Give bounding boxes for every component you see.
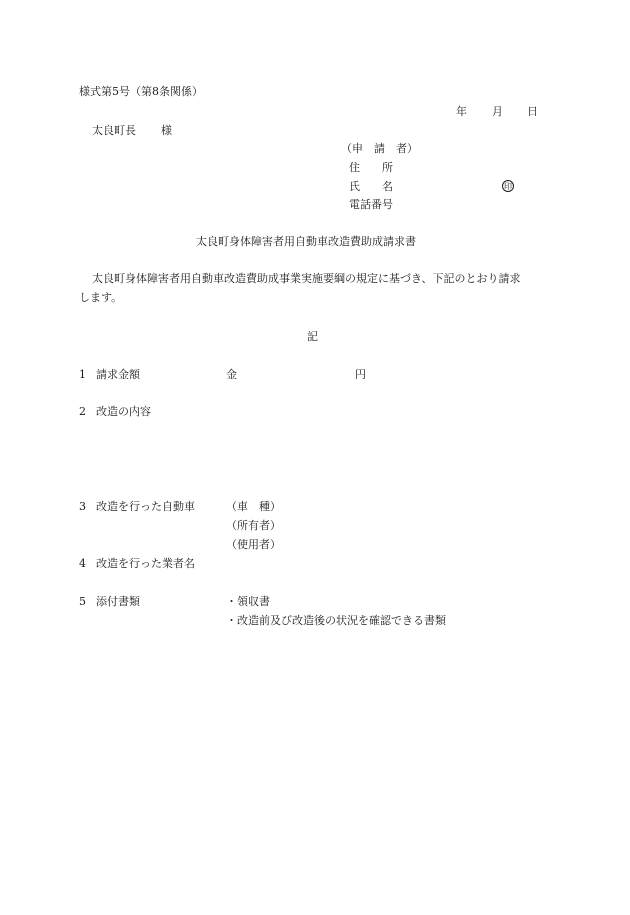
name-label: 氏 名 <box>349 180 393 193</box>
phone-label: 電話番号 <box>349 198 393 211</box>
body-text-line-2: します。 <box>79 291 123 304</box>
address-label: 住 所 <box>349 161 393 174</box>
vehicle-owner-label: （所有者） <box>226 519 281 532</box>
vehicle-user-label: （使用者） <box>226 538 281 551</box>
body-text-line-1: 太良町身体障害者用自動車改造費助成事業実施要綱の規定に基づき、下記のとおり請求 <box>92 272 521 285</box>
item-4-number: 4 <box>79 557 86 570</box>
attachment-photos: ・改造前及び改造後の状況を確認できる書類 <box>226 614 446 627</box>
item-3-label: 改造を行った自動車 <box>96 500 195 513</box>
form-number: 様式第5号（第8条関係） <box>79 85 203 98</box>
date-day: 日 <box>527 105 538 118</box>
item-1-amount-suffix: 円 <box>355 368 366 381</box>
ki-marker: 記 <box>307 330 318 343</box>
item-1-label: 請求金額 <box>96 368 140 381</box>
item-3-number: 3 <box>79 500 86 513</box>
vehicle-type-label: （車 種） <box>226 500 281 513</box>
document-title: 太良町身体障害者用自動車改造費助成請求書 <box>196 235 416 248</box>
item-4-label: 改造を行った業者名 <box>96 557 195 570</box>
item-2-number: 2 <box>79 405 86 418</box>
item-1-amount-prefix: 金 <box>226 368 237 381</box>
addressee-honorific: 様 <box>161 124 172 137</box>
addressee-name: 太良町長 <box>92 124 136 137</box>
item-2-label: 改造の内容 <box>96 405 151 418</box>
attachment-receipt: ・領収書 <box>226 595 270 608</box>
item-5-number: 5 <box>79 595 86 608</box>
date-year: 年 <box>456 105 467 118</box>
applicant-heading: （申 請 者） <box>341 142 418 155</box>
item-1-number: 1 <box>79 368 86 381</box>
item-5-label: 添付書類 <box>96 595 140 608</box>
date-month: 月 <box>492 105 503 118</box>
seal-mark: 印 <box>504 182 512 191</box>
